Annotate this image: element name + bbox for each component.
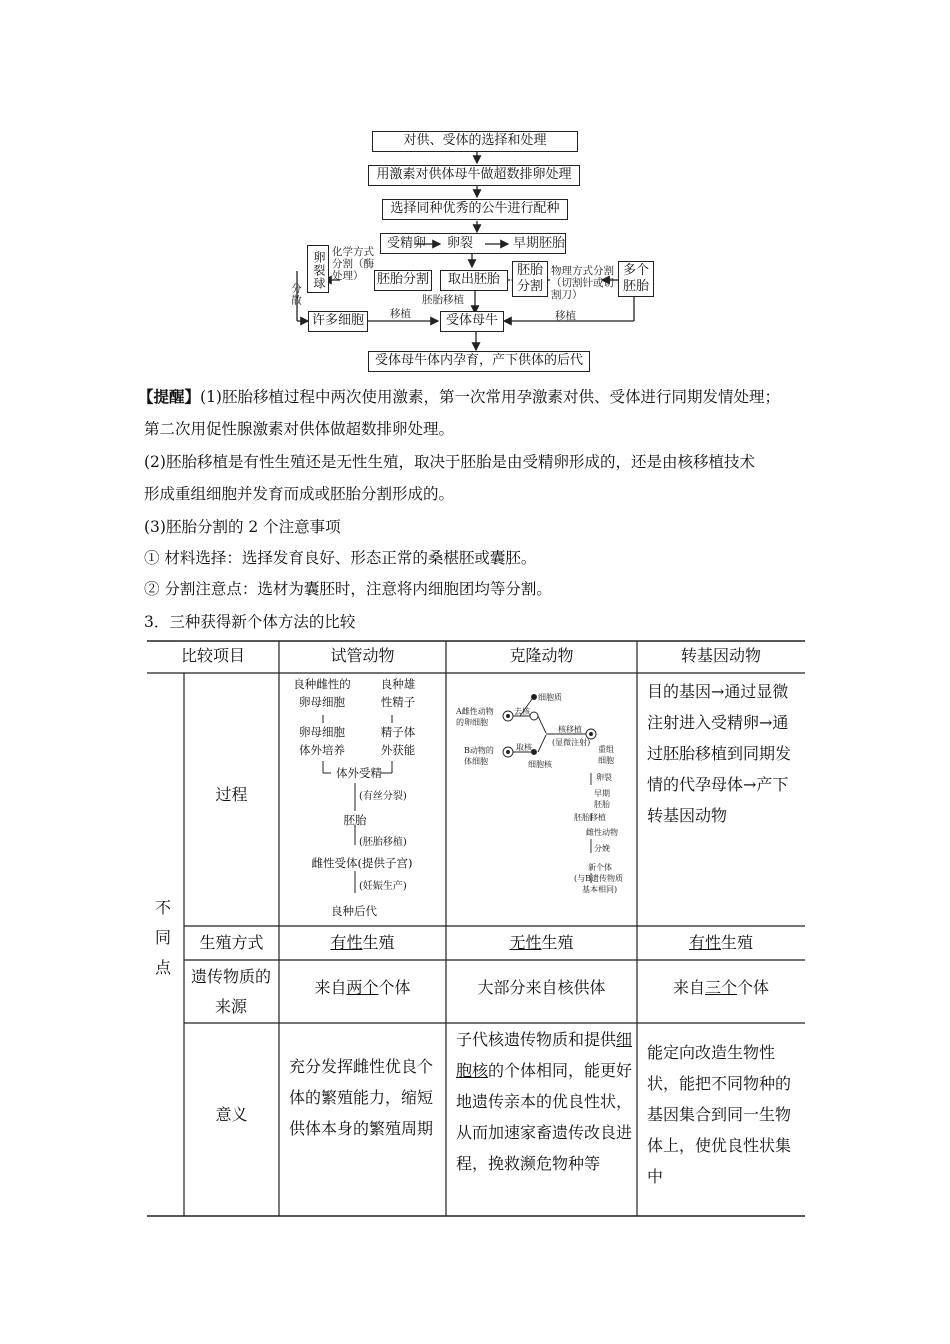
tip-2b: 形成重组细胞并发育而成或胚胎分割形成的。 [144,485,455,503]
clone-cleave: 卵裂 [596,773,612,782]
ivf-source: 来自两个个体 [314,978,411,997]
flow-take-embryo: 取出胚胎 [440,270,508,291]
ivf-culture: 卵母细胞 体外培养 [299,725,345,757]
transgenic-source: 来自三个个体 [672,978,770,997]
transgenic-process: 目的基因→通过显微注射进入受精卵→通过胚胎移植到同期发情的代孕母体→产下转基因动物 [647,682,792,825]
tip-3: (3)胚胎分割的 2 个注意事项 [144,518,341,536]
clone-early2: 胚胎 [594,800,610,809]
flow-chem-label: 化学方式分割（酶处理） [332,246,374,282]
ivf-meaning: 充分发挥雌性优良个体的繁殖能力，缩短供体本身的繁殖周期 [289,1057,434,1138]
transgenic-meaning: 能定向改造生物性状，能把不同物种的基因集合到同一生物体上，使优良性状集中 [647,1043,792,1186]
ivf-offspring: 良种后代 [331,904,377,918]
comparison-table [147,640,805,1217]
header-compare-item: 比较项目 [180,646,245,665]
clone-cytoplasm: 细胞质 [538,693,562,702]
clone-source: 大部分来自核供体 [477,978,606,997]
clone-remove: 去核 [514,707,530,716]
flow-disperse-label: 分散 [290,283,302,306]
clone-take: 取核 [516,743,532,752]
ivf-transfer: (胚胎移植) [359,837,407,848]
group-differences: 不同点 [155,898,172,977]
row-source-label: 遗传物质的来源 [191,967,272,1016]
flow-zygote: 受精卵 [387,236,427,251]
flow-early-embryo: 早期胚胎 [513,236,566,251]
flow-split-left: 胚胎分割 [374,270,432,291]
tip-2a: (2)胚胎移植是有性生殖还是无性生殖，取决于胚胎是由受精卵形成的，还是由核移植技术 [144,453,755,471]
clone-transfer: 核移植 [558,725,582,734]
flow-recipient: 受体母牛 [440,311,504,332]
clone-recomb1: 重组 [598,745,614,754]
clone-deliver: 分娩 [594,844,610,853]
clone-female: 雌性动物 [586,828,618,837]
clone-recomb2: 细胞 [598,756,614,765]
flow-step-selection: 对供、受体的选择和处理 [372,131,578,152]
clone-b2: 体细胞 [464,757,488,766]
flow-step-mating: 选择同种优秀的公牛进行配种 [382,199,568,220]
header-clone: 克隆动物 [509,646,574,665]
clone-early1: 早期 [594,789,610,798]
clone-nucleus: 细胞核 [528,760,552,769]
flow-final: 受体母牛体内孕育，产下供体的后代 [368,351,590,372]
flow-multi-embryo: 多个胚胎 [618,261,654,297]
flow-move-left-label: 移植 [390,308,411,320]
clone-new1: 新个体 [588,863,612,872]
clone-meaning: 子代核遗传物质和提供细胞核的个体相同，能更好地遗传亲本的优良性状，从而加速家畜遗传改良进程，挽救濒危物种等 [456,1030,633,1173]
clone-new2: (与B遗传物质 [574,874,623,883]
ivf-reproduction: 有性生殖 [330,933,395,952]
clone-new3: 基本相同) [582,885,618,894]
ivf-mitosis: (有丝分裂) [359,791,407,802]
transgenic-reproduction: 有性生殖 [688,933,754,952]
flow-cleavage: 卵裂 [447,236,474,251]
tip-3b: ② 分割注意点：选材为囊胚时，注意将内细胞团均等分割。 [144,580,552,598]
flow-step-superovulation: 用激素对供体母牛做超数排卵处理 [368,165,580,186]
flow-early-box [380,233,566,254]
clone-a2: 的卵细胞 [456,718,488,727]
header-ivf: 试管动物 [330,646,395,665]
ivf-birth: (妊娠生产) [359,881,407,892]
flow-split-right: 胚胎分割 [512,261,548,297]
section-title: 3．三种获得新个体方法的比较 [144,613,356,631]
tip-3a: ① 材料选择：选择发育良好、形态正常的桑椹胚或囊胚。 [144,549,537,567]
clone-process-diagram [446,673,637,926]
embryo-transfer-flowchart [280,125,680,377]
ivf-process-diagram [279,673,446,926]
ivf-embryo: 胚胎 [343,813,367,827]
ivf-capacitation: 精子体 外获能 [380,725,416,757]
flow-blastomere: 卵裂球 [307,245,329,293]
row-process-label: 过程 [215,785,248,804]
clone-b1: B动物的 [464,746,494,755]
tip-1b: 第二次用促性腺激素对供体做超数排卵处理。 [144,420,455,438]
row-reproduction-label: 生殖方式 [199,933,264,952]
tip-1a: (1)胚胎移植过程中两次使用激素，第一次常用孕激素对供、受体进行同期发情处理； [200,388,780,406]
row-meaning-label: 意义 [215,1105,248,1124]
flow-move-right-label: 移植 [555,310,576,322]
flow-many-cells: 许多细胞 [308,311,368,332]
clone-etransfer: 胚胎移植 [574,813,606,822]
ivf-female: 良种雌性的 卵母细胞 [293,677,351,709]
tip-heading: 【提醒】 [138,387,201,406]
clone-inject: (显微注射) [552,738,591,747]
flow-transfer-label: 胚胎移植 [422,294,464,306]
ivf-male: 良种雄 性精子 [380,677,416,709]
clone-a1: A雌性动物 [456,707,494,716]
flow-phys-label: 物理方式分割（切割针或切割刀） [551,265,614,301]
header-transgenic: 转基因动物 [680,646,761,665]
clone-reproduction: 无性生殖 [509,933,574,952]
tip-paragraph-1 [138,386,780,408]
ivf-fertilization: 体外受精 [336,766,382,780]
ivf-recipient: 雌性受体(提供子宫) [311,856,413,870]
